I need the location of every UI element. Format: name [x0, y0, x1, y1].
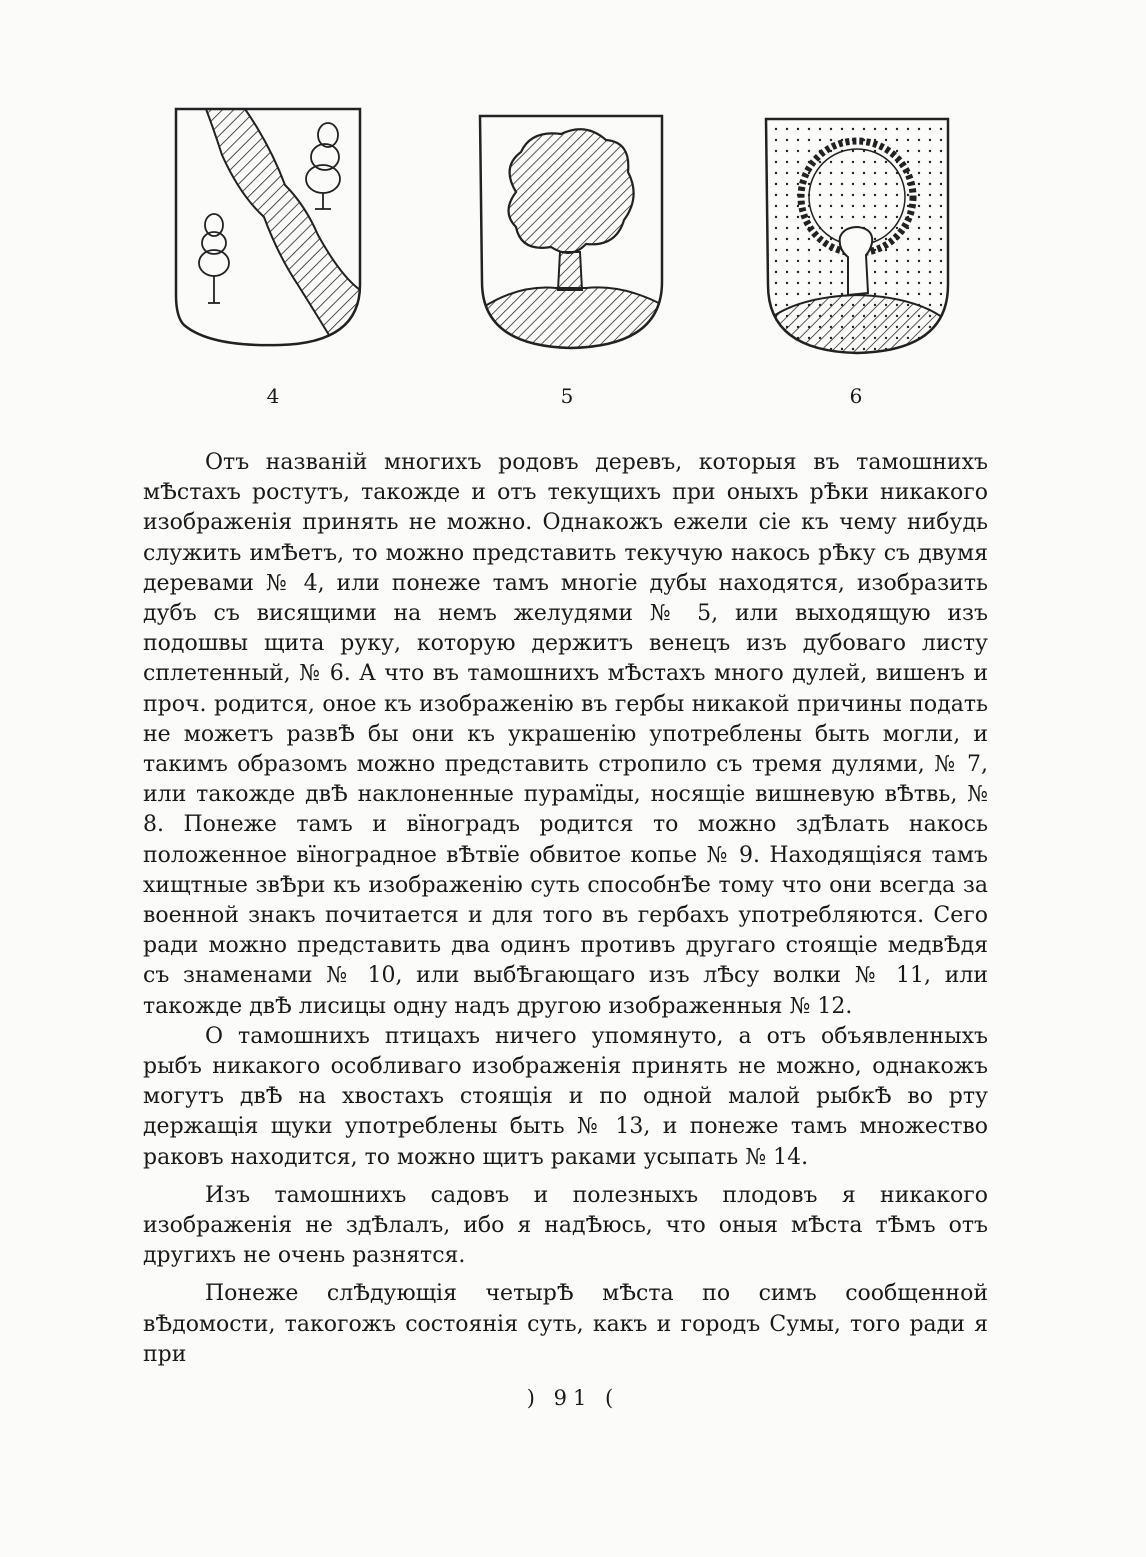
shield-oak-tree-icon — [476, 112, 668, 352]
shield-river-two-trees-icon — [170, 105, 365, 350]
paragraph: Понеже слѢдующія четырѢ мѢста по симъ сообщенной вѢдомости, такогожъ состоянія суть, какъ и городъ Сумы, того ради я при — [143, 1281, 988, 1367]
figure-number-5: 5 — [560, 384, 574, 408]
body-text — [143, 448, 988, 1370]
page-number: ) 91 ( — [526, 1386, 620, 1410]
paragraph: О тамошнихъ птицахъ ничего упомянуто, а отъ объявленныхъ рыбъ никакого особливаго изображенія принять не можно, однакожъ могутъ двѢ на хвостахъ стоящія и по одной малой рыбкѢ во рту держащія щуки употреблены быть № 13, и понеже тамъ множество раковъ находится, то можно щитъ раками усыпать № 14. — [143, 1023, 988, 1170]
shield-hand-holding-wreath-icon — [762, 115, 952, 355]
paragraph: Изъ тамошнихъ садовъ и полезныхъ плодовъ я никакого изображенія не здѢлалъ, ибо я надѢюсь, что оныя мѢста тѢмъ отъ другихъ не очень разнятся. — [143, 1182, 988, 1269]
figure-number-6: 6 — [849, 384, 863, 408]
paragraph: Отъ названій многихъ родовъ деревъ, которыя въ тамошнихъ мѢстахъ ростутъ, такожде и отъ текущихъ при оныхъ рѢки никакого изображенія принять не можно. Однакожъ ежели сіе къ чему нибудь служить имѢетъ, то можно представить текучую накось рѢку съ двумя деревами № 4, или понеже тамъ многіе дубы находятся, изобразить дубъ съ висящими на немъ желудями № 5, или выходящую изъ подошвы щита руку, которую держитъ венецъ изъ дубоваго листу сплетенный, № 6. А что въ тамошнихъ мѢстахъ много дулей, вишенъ и проч. родится, оное къ изображенію въ гербы никакой причины подать не можетъ развѢ бы они къ украшенію употреблены быть могли, и такимъ образомъ можно представить стропило съ тремя дулями, № 7, или такожде двѢ наклоненные пурамїды, носящіе вишневую вѢтвь, № 8. Понеже тамъ и вїноградъ родится то можно здѢлать накось положенное вїноградное вѢтвїе обвитое копье № 9. Находящіяся тамъ хищтные звѢри къ изображенію суть способнѢе тому что они всегда за военной знакъ почитается и для того въ гербахъ употребляются. Сего ради можно представить два одинъ противъ другаго стоящіе медвѢдя съ знаменами № 10, или выбѢгающаго изъ лѢсу волки № 11, или такожде двѢ лисицы одну надъ другою изображенныя № 12. — [143, 450, 988, 1019]
figure-number-4: 4 — [266, 384, 280, 408]
